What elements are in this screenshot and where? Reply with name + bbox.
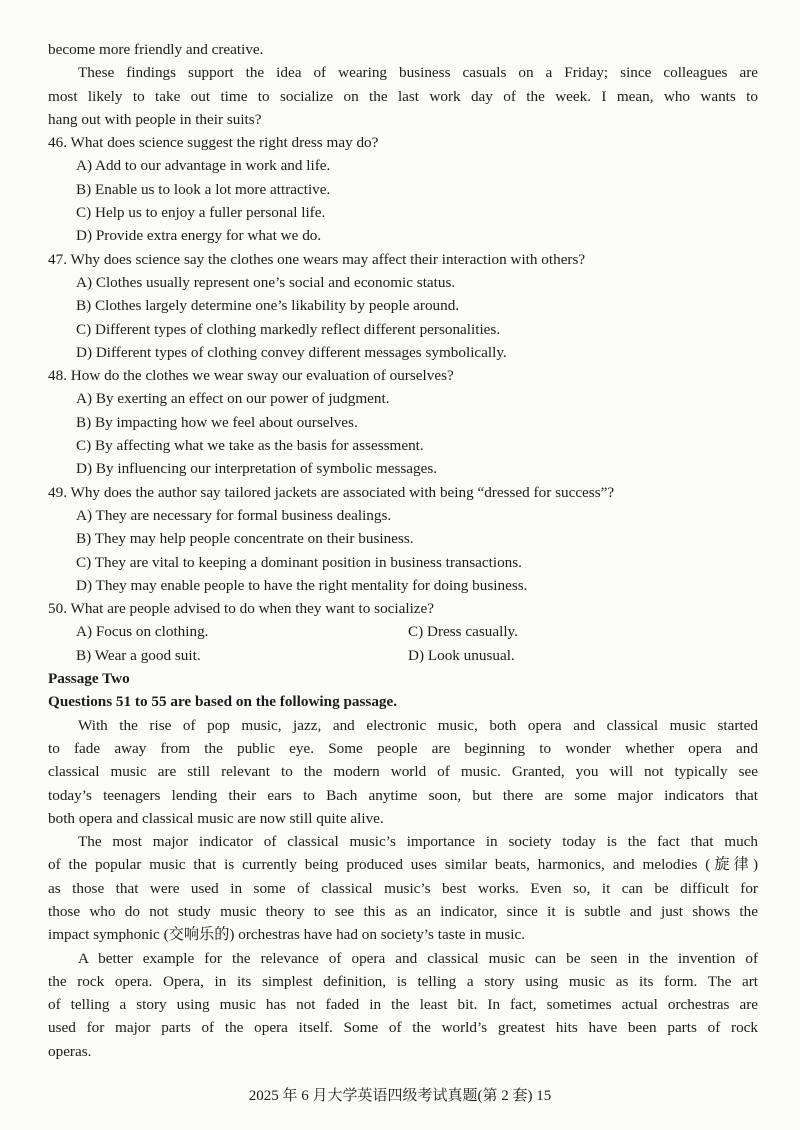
option-c[interactable]: C) Different types of clothing markedly reflect different personalities. [76,320,501,338]
option-row [48,644,758,667]
option-c[interactable]: C) They are vital to keeping a dominant position in business transactions. [76,553,522,571]
page-content [48,38,758,1063]
option-c[interactable]: C) Dress casually. [408,623,518,641]
paragraph-line: The most major indicator of classical music’s importance in society today is the fact that much [78,833,758,851]
passage-paragraph-3 [48,947,758,1063]
option-b[interactable]: B) By impacting how we feel about ourselves. [76,413,358,431]
paragraph-line: A better example for the relevance of opera and classical music can be seen in the invention of [78,949,758,967]
paragraph-line: the rock opera. Opera, in its simplest definition, is telling a story using music as its form. The art [48,972,758,990]
question-48 [48,364,758,480]
option-c[interactable]: C) By affecting what we take as the basis for assessment. [76,437,424,455]
paragraph-line: used for major parts of the opera itself. Some of the world’s greatest hits have been parts of rock [48,1019,758,1037]
paragraph-line: With the rise of pop music, jazz, and electronic music, both opera and classical music started [78,716,758,734]
paragraph-line: operas. [48,1042,92,1060]
question-stem: 47. Why does science say the clothes one wears may affect their interaction with others? [48,250,586,268]
question-47 [48,248,758,364]
option-b[interactable]: B) They may help people concentrate on their business. [76,530,414,548]
option-b[interactable]: B) Wear a good suit. [76,646,201,664]
option-d[interactable]: D) Different types of clothing convey different messages symbolically. [76,343,507,361]
option-a[interactable]: A) They are necessary for formal business dealings. [76,506,392,524]
option-a[interactable]: A) By exerting an effect on our power of judgment. [76,390,390,408]
paragraph-line: both opera and classical music are now still quite alive. [48,809,384,827]
intro-line: These findings support the idea of wearing business casuals on a Friday; since colleagues are [78,64,758,82]
option-d[interactable]: D) Look unusual. [408,646,515,664]
option-d[interactable]: D) By influencing our interpretation of symbolic messages. [76,460,438,478]
question-stem: 48. How do the clothes we wear sway our evaluation of ourselves? [48,367,454,385]
option-b[interactable]: B) Enable us to look a lot more attractive. [76,180,331,198]
question-46 [48,131,758,247]
question-stem: 46. What does science suggest the right dress may do? [48,134,379,152]
question-50 [48,597,758,667]
question-stem: 50. What are people advised to do when they want to socialize? [48,600,435,618]
paragraph-line: of the popular music that is currently being produced uses similar beats, harmonics, and melodies (旋律) [48,856,758,874]
question-49 [48,481,758,597]
option-a[interactable]: A) Add to our advantage in work and life. [76,157,331,175]
option-a[interactable]: A) Clothes usually represent one’s social and economic status. [76,273,456,291]
paragraph-line: of telling a story using music has not faded in the least bit. In fact, sometimes actual orchestras are [48,996,758,1014]
paragraph-line: classical music are still relevant to the modern world of music. Granted, you will not typically see [48,763,758,781]
passage-heading: Passage Two [48,670,130,688]
page-footer: 2025 年 6 月大学英语四级考试真题(第 2 套) 15 [248,1088,552,1104]
passage-paragraph-1 [48,714,758,830]
option-b[interactable]: B) Clothes largely determine one’s likability by people around. [76,297,460,315]
option-d[interactable]: D) They may enable people to have the right mentality for doing business. [76,576,528,594]
intro-line: become more friendly and creative. [48,41,264,58]
intro-line: hang out with people in their suits? [48,110,262,128]
passage-subheading: Questions 51 to 55 are based on the following passage. [48,693,398,711]
option-row [48,620,758,643]
option-d[interactable]: D) Provide extra energy for what we do. [76,227,322,245]
paragraph-line: today’s teenagers lending their ears to Bach anytime soon, but there are some major indicators that [48,786,758,804]
question-stem: 49. Why does the author say tailored jackets are associated with being “dressed for success”? [48,483,615,501]
paragraph-line: impact symphonic (交响乐的) orchestras have had on society’s taste in music. [48,926,526,944]
option-c[interactable]: C) Help us to enjoy a fuller personal life. [76,204,326,222]
intro-line: most likely to take out time to socialize on the last work day of the week. I mean, who wants to [48,87,758,105]
passage-paragraph-2 [48,830,758,946]
paragraph-line: to fade away from the public eye. Some people are beginning to wonder whether opera and [48,739,758,757]
paragraph-line: those who do not study music theory to see this as an indicator, since it is subtle and just shows the [48,902,758,920]
option-a[interactable]: A) Focus on clothing. [76,623,209,641]
paragraph-line: as those that were used in some of classical music’s best works. Even so, it can be difficult for [48,879,758,897]
